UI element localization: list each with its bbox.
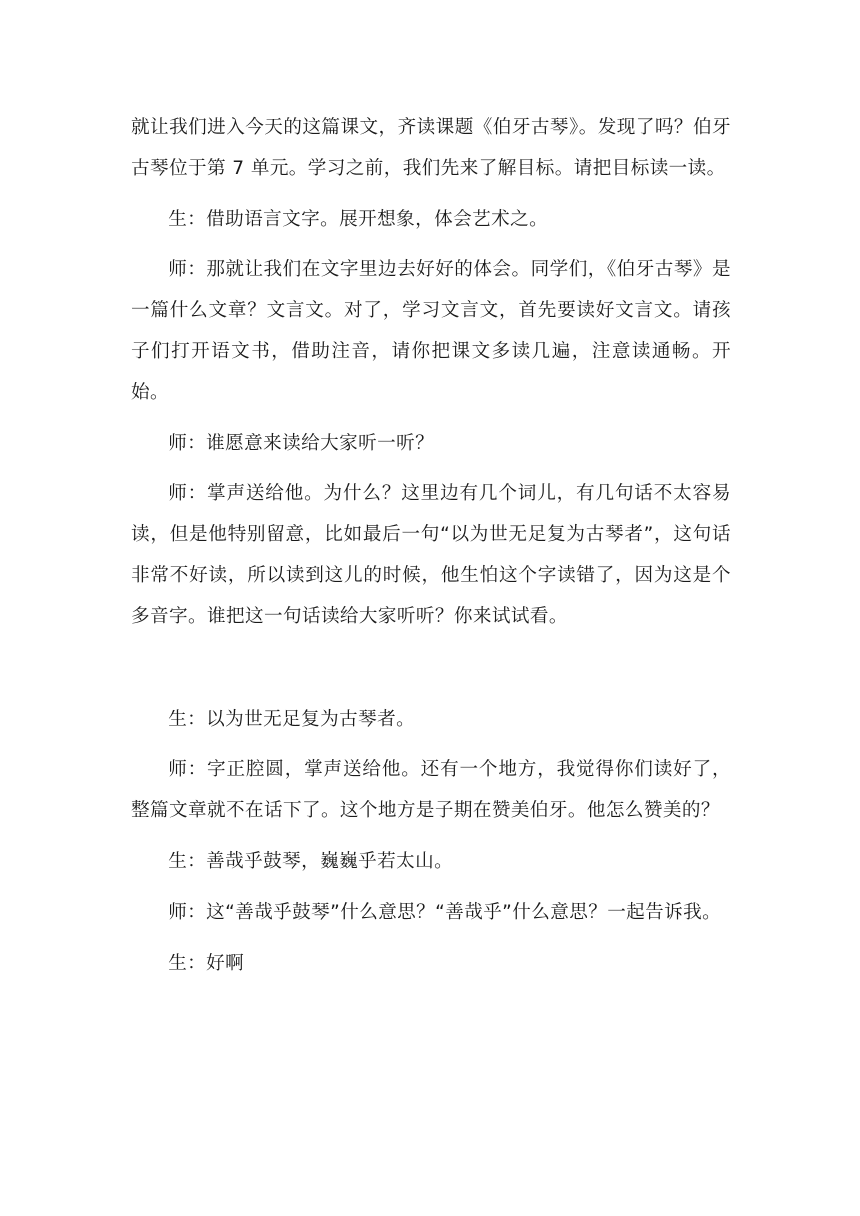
paragraph-student-quote: 生：善哉乎鼓琴，巍巍乎若太山。 [168, 850, 454, 872]
document-body [131, 108, 731, 994]
paragraph-teacher-praise: 师：掌声送给他。为什么？这里边有几个词儿，有几句话不太容易读，但是他特别留意，比如最后一句“以为世无足复为古琴者”，这句话非常不好读，所以读到这儿的时候，他生怕这个字读错了，因为这是个多音字。谁把这一句话读给大家听听？你来试试看。 [131, 483, 731, 627]
paragraph-gap [131, 648, 731, 700]
paragraph-student-line: 生：以为世无足复为古琴者。 [168, 708, 416, 730]
paragraph-intro: 就让我们进入今天的这篇课文，齐读课题《伯牙古琴》。发现了吗？伯牙古琴位于第 7 单元。学习之前，我们先来了解目标。请把目标读一读。 [131, 117, 731, 179]
paragraph-teacher-ask: 师：谁愿意来读给大家听一听？ [168, 432, 435, 454]
paragraph-teacher-question: 师：这“善哉乎鼓琴”什么意思？“善哉乎”什么意思？一起告诉我。 [168, 901, 722, 923]
paragraph-teacher-read: 师：那就让我们在文字里边去好好的体会。同学们，《伯牙古琴》是一篇什么文章？文言文。对了，学习文言文，首先要读好文言文。请孩子们打开语文书，借助注音，请你把课文多读几遍，注意读通畅。开始。 [131, 259, 731, 403]
paragraph-student-answer: 生：好啊 [168, 952, 245, 974]
paragraph-teacher-comment: 师：字正腔圆，掌声送给他。还有一个地方，我觉得你们读好了，整篇文章就不在话下了。这个地方是子期在赞美伯牙。他怎么赞美的？ [131, 759, 731, 822]
paragraph-student-goal: 生：借助语言文字。展开想象，体会艺术之。 [168, 208, 549, 230]
